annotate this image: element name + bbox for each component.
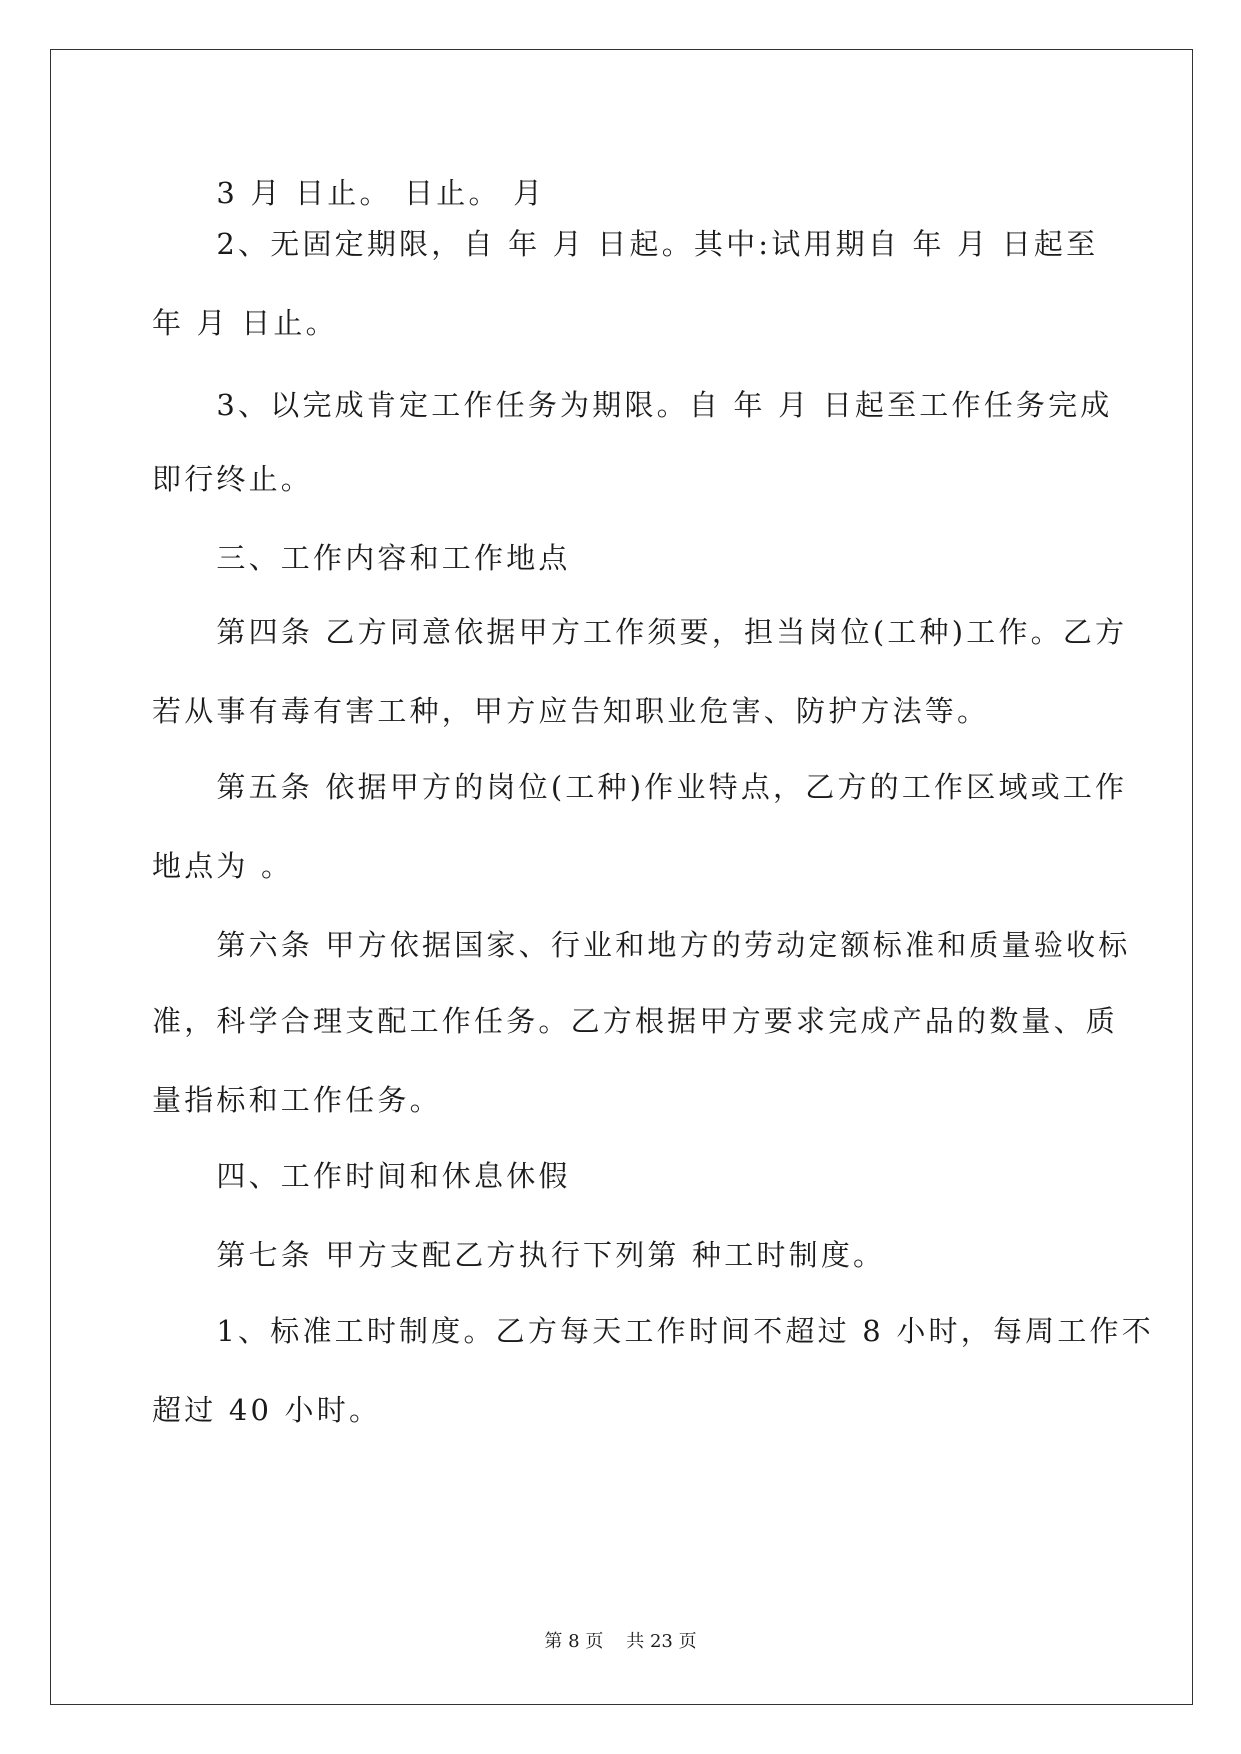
text-line: 3 月 日止。 日止。 月 xyxy=(152,176,546,210)
text-line: 第五条 依据甲方的岗位(工种)作业特点，乙方的工作区域或工作 xyxy=(152,770,1128,804)
text-line: 第六条 甲方依据国家、行业和地方的劳动定额标准和质量验收标 xyxy=(152,928,1131,962)
text-line: 若从事有毒有害工种，甲方应告知职业危害、防护方法等。 xyxy=(152,694,990,728)
text-line: 准，科学合理支配工作任务。乙方根据甲方要求完成产品的数量、质 xyxy=(152,1004,1119,1038)
text-line: 第四条 乙方同意依据甲方工作须要，担当岗位(工种)工作。乙方 xyxy=(152,615,1128,649)
page-footer xyxy=(0,1630,1241,1654)
text-line: 地点为 。 xyxy=(152,849,294,883)
text-line: 即行终止。 xyxy=(152,462,314,496)
page-number: 第 8 页 xyxy=(544,1631,604,1652)
text-line: 1、标准工时制度。乙方每天工作时间不超过 8 小时，每周工作不 xyxy=(152,1314,1154,1348)
text-line: 年 月 日止。 xyxy=(152,306,338,340)
text-line: 超过 40 小时。 xyxy=(152,1393,382,1427)
section-heading: 三、工作内容和工作地点 xyxy=(152,541,571,575)
text-line: 3、以完成肯定工作任务为期限。自 年 月 日起至工作任务完成 xyxy=(152,388,1113,422)
text-line: 2、无固定期限，自 年 月 日起。其中:试用期自 年 月 日起至 xyxy=(152,227,1099,261)
section-heading: 四、工作时间和休息休假 xyxy=(152,1159,571,1193)
page-total: 共 23 页 xyxy=(626,1631,697,1652)
text-line: 第七条 甲方支配乙方执行下列第 种工时制度。 xyxy=(152,1238,886,1272)
text-line: 量指标和工作任务。 xyxy=(152,1083,442,1117)
